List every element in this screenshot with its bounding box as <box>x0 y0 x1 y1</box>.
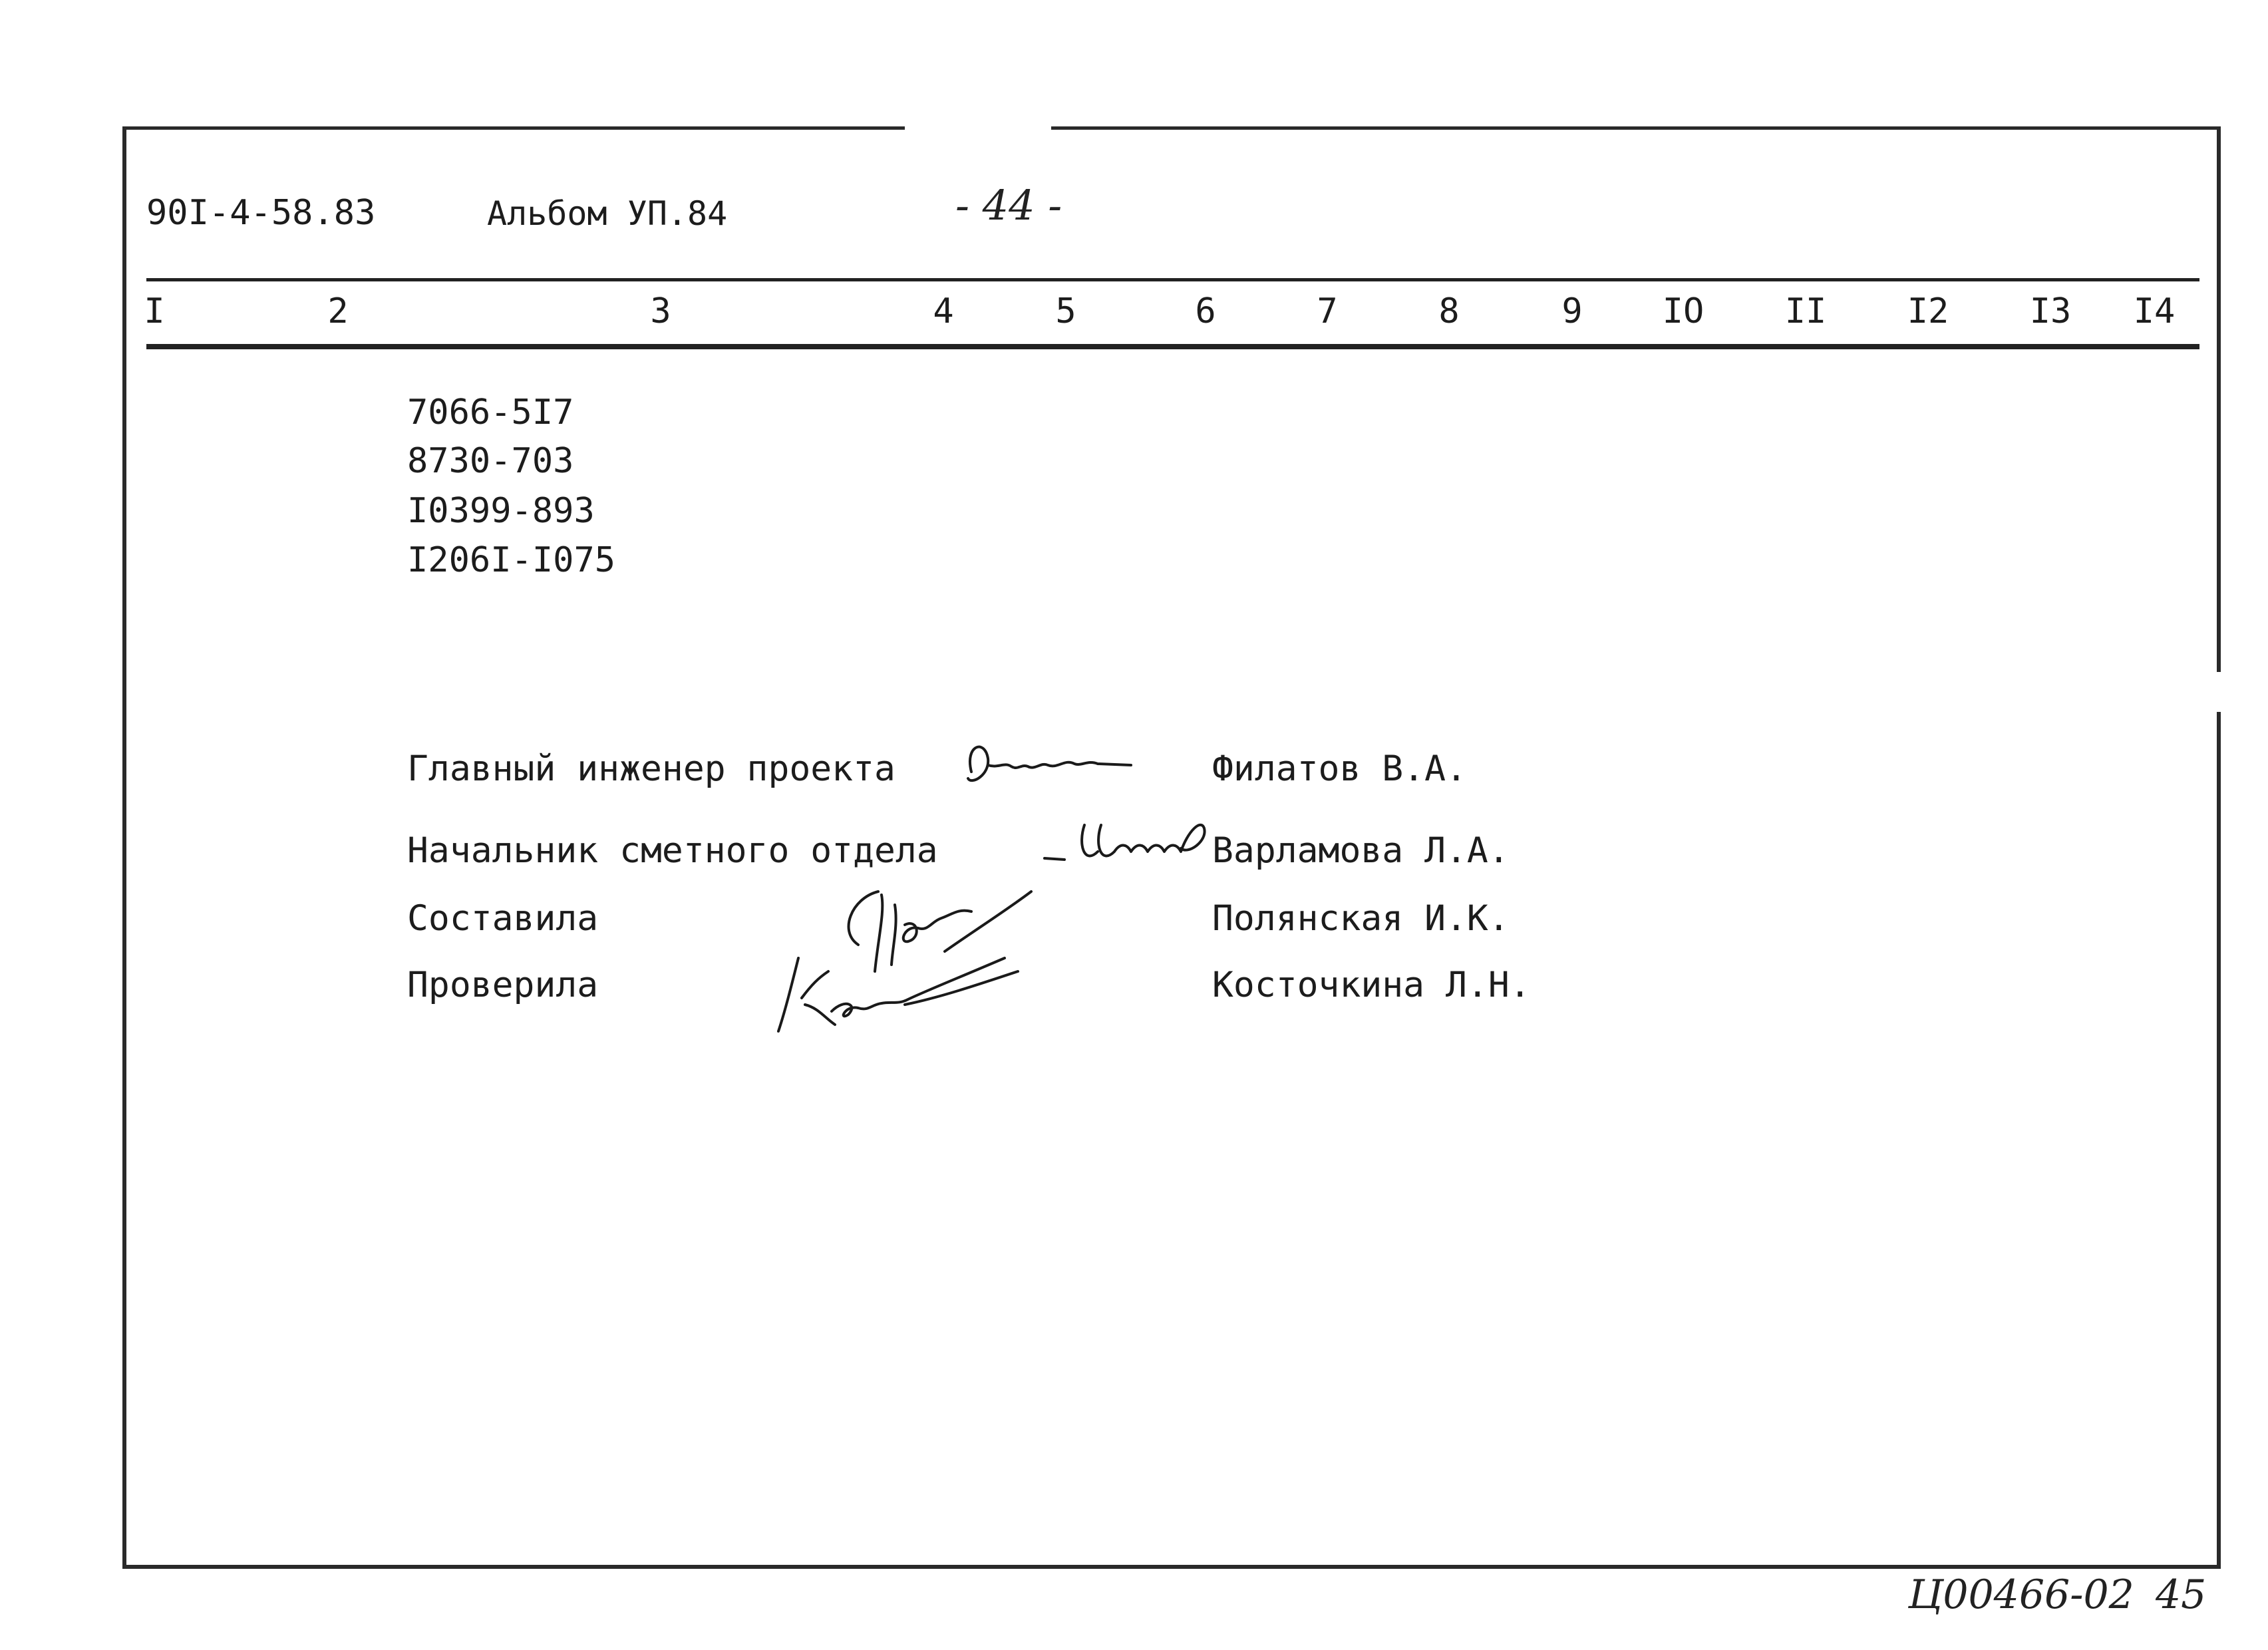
sheet-number: 45 <box>2156 1571 2207 1618</box>
album-label: Альбом УП.84 <box>487 194 728 233</box>
header-rule-bottom <box>146 344 2199 349</box>
header-rule-top <box>146 278 2199 281</box>
signature-title: Начальник сметного отдела <box>407 830 938 871</box>
column-number: 5 <box>1055 291 1076 331</box>
signature-name: Филатов В.А. <box>1212 748 1467 789</box>
column-number: II <box>1784 291 1827 331</box>
signature-scribble <box>1038 805 1224 878</box>
frame-gap <box>905 124 1051 133</box>
column-number: I2 <box>1907 291 1949 331</box>
code-item: 7066-5I7 <box>407 393 574 432</box>
column-number: I <box>144 291 165 331</box>
column-number: 8 <box>1438 291 1460 331</box>
column-number: 9 <box>1561 291 1583 331</box>
signature-name: Варламова Л.А. <box>1212 830 1510 871</box>
code-item: I0399-893 <box>407 491 595 531</box>
column-number: I3 <box>2029 291 2072 331</box>
column-number: IO <box>1662 291 1704 331</box>
signature-title: Главный инженер проекта <box>407 748 895 789</box>
signature-scribble <box>765 931 1045 1045</box>
column-number: 3 <box>650 291 671 331</box>
code-item: I206I-I075 <box>407 540 616 580</box>
code-item: 8730-703 <box>407 441 574 481</box>
signature-name: Полянская И.К. <box>1212 898 1510 939</box>
signature-title: Проверила <box>407 965 599 1005</box>
column-number: 4 <box>933 291 954 331</box>
signature-name: Косточкина Л.Н. <box>1212 965 1531 1005</box>
page-number: - 44 - <box>955 181 1062 230</box>
column-number: 7 <box>1317 291 1338 331</box>
column-number: I4 <box>2133 291 2176 331</box>
column-number: 6 <box>1195 291 1216 331</box>
signature-title: Составила <box>407 898 599 939</box>
inventory-number: Ц00466-02 <box>1908 1571 2134 1618</box>
document-code: 90I-4-58.83 <box>146 193 376 233</box>
signature-scribble <box>958 732 1144 805</box>
frame-gap-right <box>2215 672 2225 712</box>
column-number: 2 <box>327 291 349 331</box>
